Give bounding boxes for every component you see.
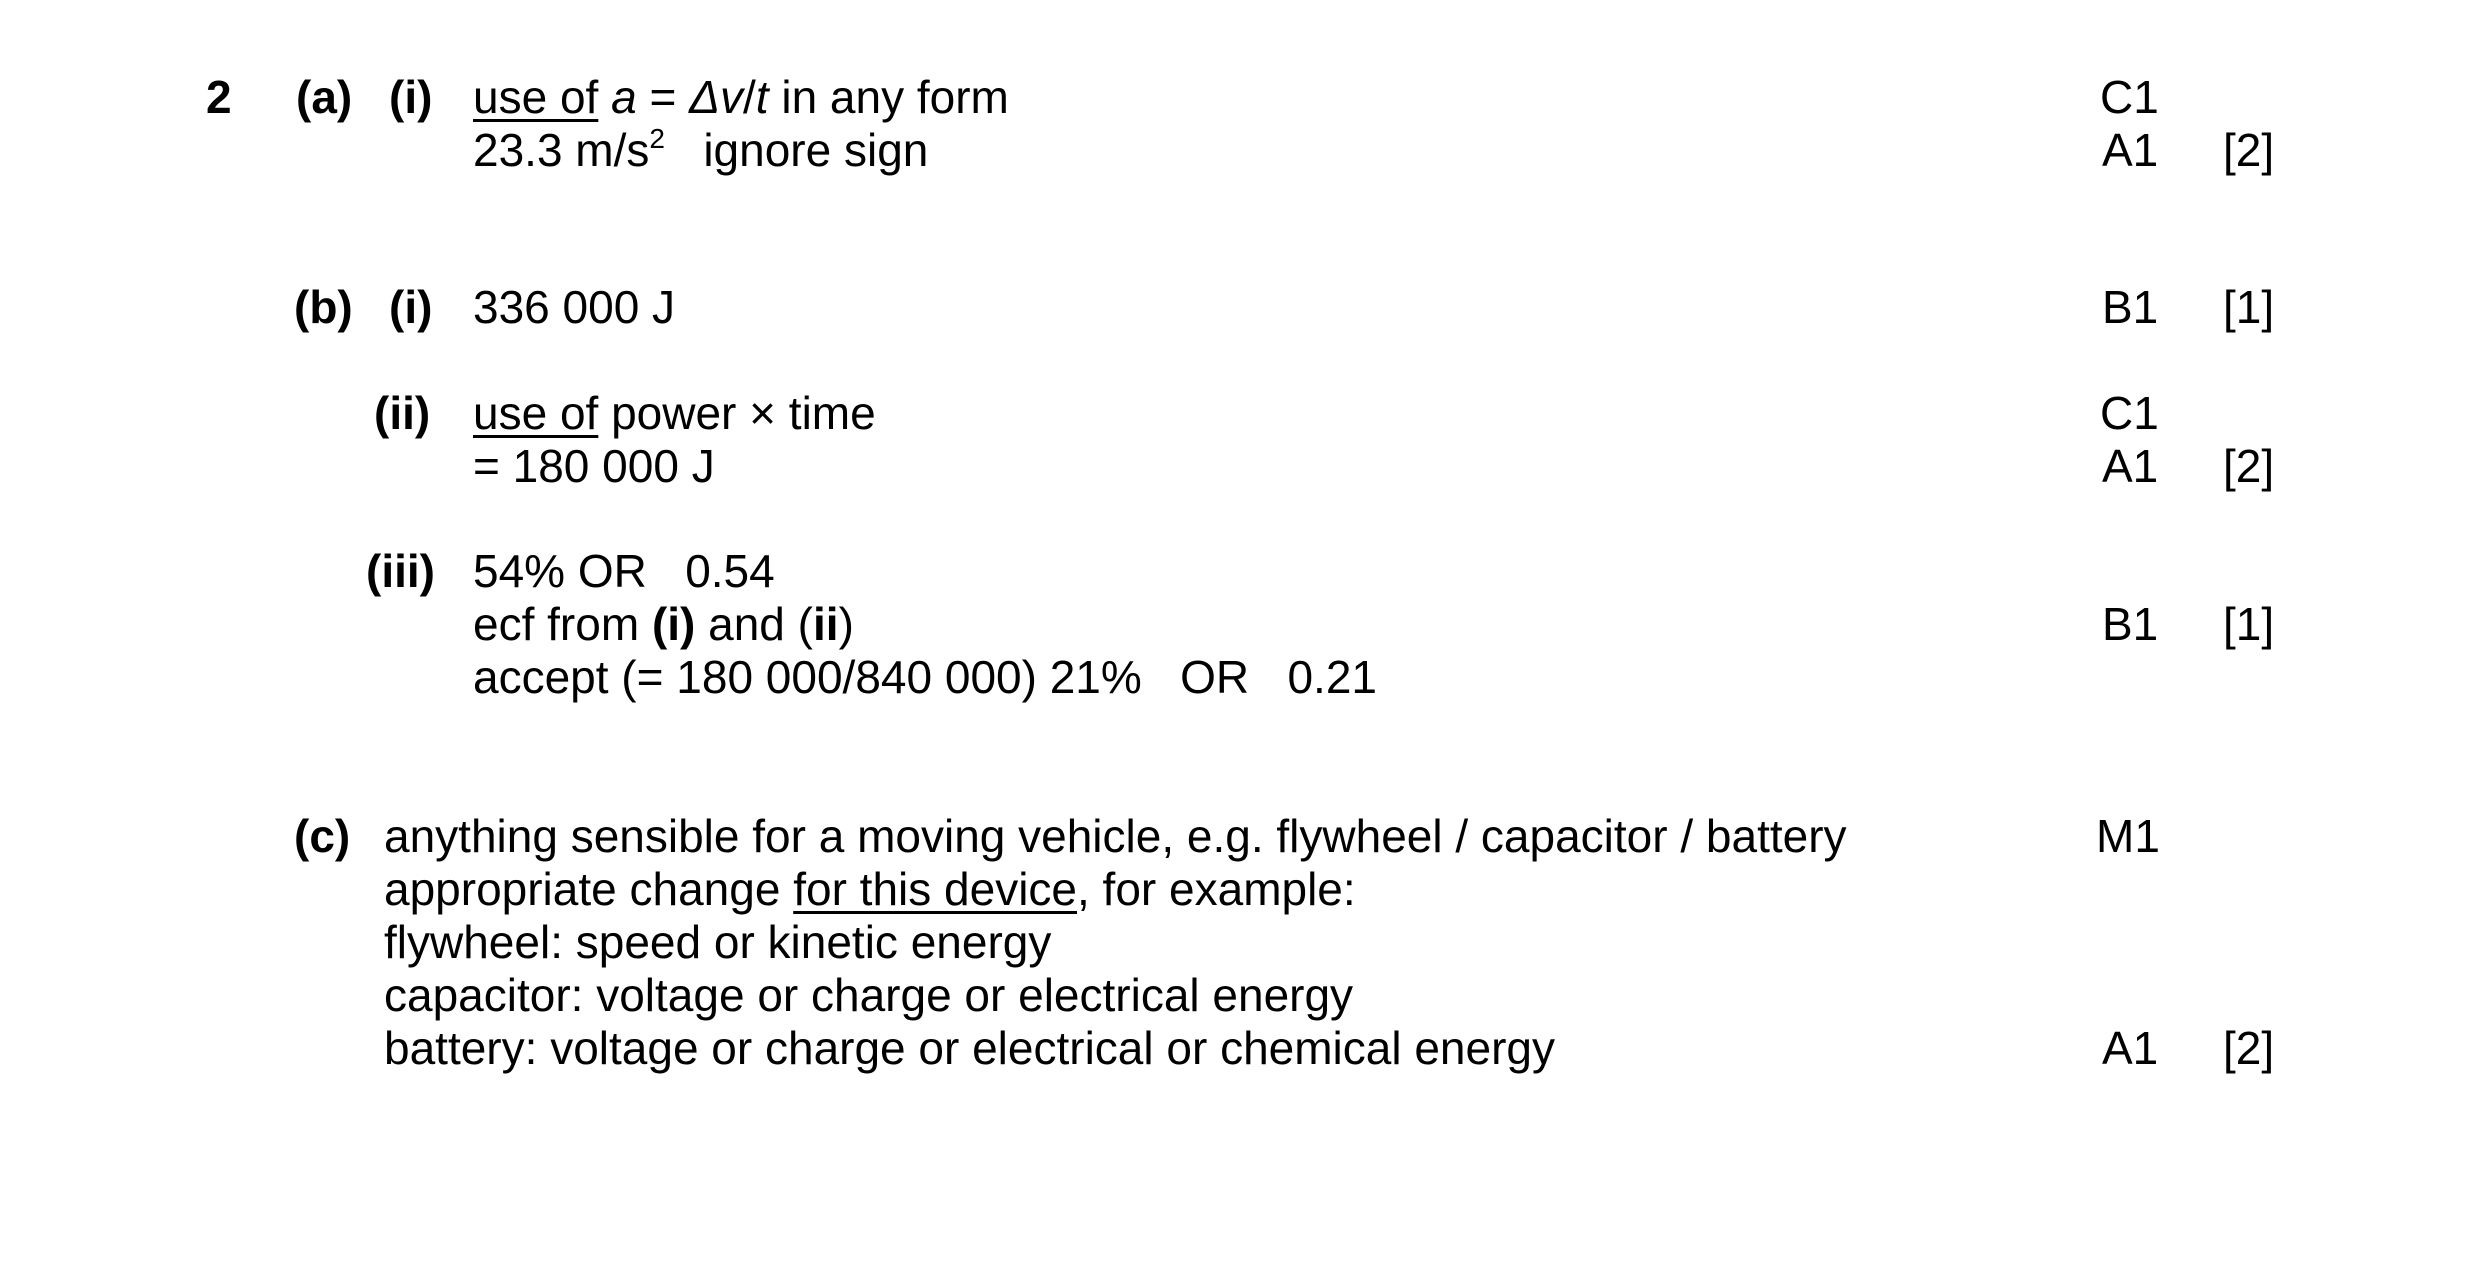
question-number: 2 [206,71,232,123]
part-c-line3: flywheel: speed or kinetic energy [384,916,1052,968]
power-times-time: power × time [598,387,876,439]
part-b-i-label: (i) [389,281,433,333]
mark-total: [1] [2223,598,2275,650]
formula-rest: in any form [768,71,1009,123]
use-of-underlined: use of [473,71,599,123]
part-c-line1: anything sensible for a moving vehicle, e.g. flywheel / capacitor / battery [384,810,1847,862]
part-a-label: (a) [296,71,353,123]
part-a-i-label: (i) [389,71,433,123]
ecf-ref-ii: ii [813,598,839,650]
part-b-iii-label: (iii) [366,545,435,597]
ecf-and-text: and ( [695,598,813,650]
use-of-underlined: use of [473,387,599,439]
superscript-2: 2 [649,123,665,154]
part-a-i-line2 [473,123,928,177]
ecf-close-paren: ) [838,598,854,650]
mark-code: C1 [2100,71,2159,123]
appropriate-change-text: appropriate change [384,863,794,915]
symbol-a: a [611,71,637,123]
part-b-iii-line2 [473,597,854,651]
part-c-line5: battery: voltage or charge or electrical or chemical energy [384,1022,1556,1074]
ecf-from-text: ecf from [473,598,652,650]
part-b-ii-line1 [473,386,876,440]
mark-code: M1 [2096,810,2160,862]
mark-code: B1 [2102,281,2159,333]
part-b-iii-line1: 54% OR 0.54 [473,545,775,597]
equals-sign: = [636,71,690,123]
part-b-label: (b) [294,281,353,333]
part-b-ii-label: (ii) [374,387,431,439]
symbol-delta-v: Δv [689,71,743,123]
mark-code: A1 [2102,1022,2159,1074]
symbol-t: t [755,71,769,123]
part-b-i-answer: 336 000 J [473,281,676,333]
for-this-device-underlined: for this device [793,863,1077,915]
ignore-sign-note: ignore sign [665,124,929,176]
ecf-ref-i: (i) [651,598,696,650]
part-b-iii-line3: accept (= 180 000/840 000) 21% OR 0.21 [473,651,1377,703]
mark-code: A1 [2102,440,2159,492]
mark-total: [2] [2223,440,2275,492]
mark-code: B1 [2102,598,2159,650]
part-c-line2 [384,862,1356,916]
part-c-line4: capacitor: voltage or charge or electrical energy [384,969,1354,1021]
slash: / [743,71,756,123]
mark-total: [2] [2223,1022,2275,1074]
for-example-text: , for example: [1077,863,1356,915]
part-c-label: (c) [294,810,351,862]
mark-total: [1] [2223,281,2275,333]
part-b-ii-line2: = 180 000 J [473,440,715,492]
mark-code: A1 [2102,124,2159,176]
mark-total: [2] [2223,124,2275,176]
part-a-i-line1 [473,70,1009,124]
mark-code: C1 [2100,387,2159,439]
acceleration-value: 23.3 m/s [473,124,650,176]
